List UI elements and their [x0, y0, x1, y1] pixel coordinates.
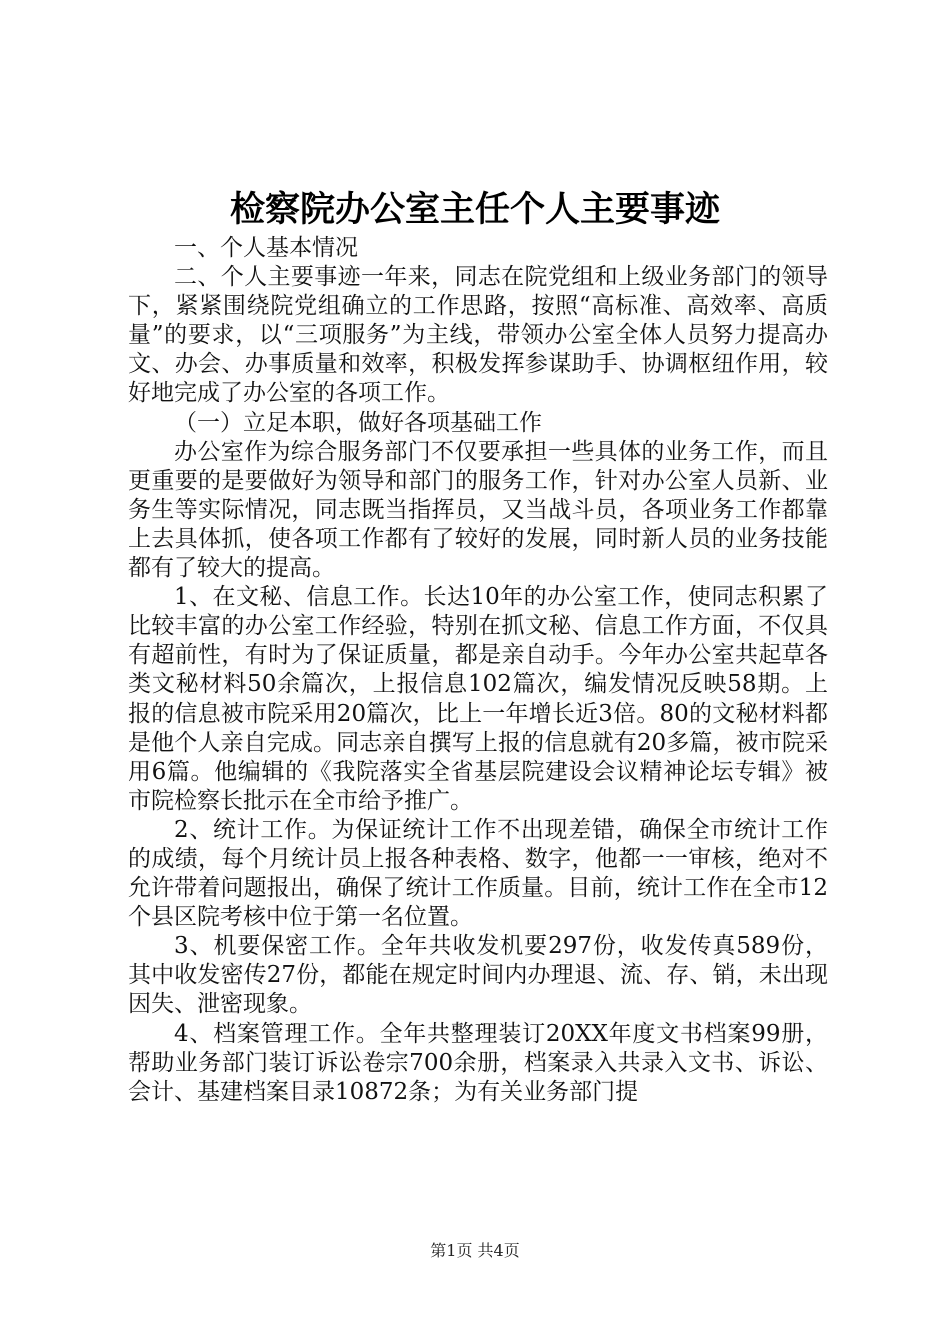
paragraph-main-deeds: 二、个人主要事迹一年来，同志在院党组和上级业务部门的领导下，紧紧围绕院党组确立的工作思路，按照“高标准、高效率、高质量”的要求，以“三项服务”为主线，带领办公室全体人员努力提高办文、办会、办事质量和效率，积极发挥参谋助手、协调枢纽作用，较好地完成了办公室的各项工作。 [128, 264, 828, 407]
paragraph-secretarial-work: 1、在文秘、信息工作。长达10年的办公室工作，使同志积累了比较丰富的办公室工作经验，特别在抓文秘、信息工作方面，不仅具有超前性，有时为了保证质量，都是亲自动手。今年办公室共起草各类文秘材料50余篇次，上报信息102篇次，编发情况反映58期。上报的信息被市院采用20篇次，比上一年增长近3倍。80的文秘材料都是他个人亲自完成。同志亲自撰写上报的信息就有20多篇，被市院采用6篇。他编辑的《我院落实全省基层院建设会议精神论坛专辑》被市院检察长批示在全市给予推广。 [128, 584, 828, 814]
document-body [128, 234, 828, 1107]
paragraph-office-role: 办公室作为综合服务部门不仅要承担一些具体的业务工作，而且更重要的是要做好为领导和部门的服务工作，针对办公室人员新、业务生等实际情况，同志既当指挥员，又当战斗员，各项业务工作都靠上去具体抓，使各项工作都有了较好的发展，同时新人员的业务技能都有了较大的提高。 [128, 438, 828, 582]
paragraph-archive-work: 4、档案管理工作。全年共整理装订20XX年度文书档案99册，帮助业务部门装订诉讼卷宗700余册，档案录入共录入文书、诉讼、会计、基建档案目录10872条；为有关业务部门提 [128, 1020, 828, 1105]
document-title: 检察院办公室主任个人主要事迹 [229, 189, 720, 230]
paragraph-statistics-work: 2、统计工作。为保证统计工作不出现差错，确保全市统计工作的成绩，每个月统计员上报各种表格、数字，他都一一审核，绝对不允许带着问题报出，确保了统计工作质量。目前，统计工作在全市12个县区院考核中位于第一名位置。 [128, 816, 828, 931]
page-number-footer: 第1页 共4页 [430, 1241, 520, 1260]
paragraph-basic-info: 一、个人基本情况 [174, 235, 358, 261]
paragraph-confidential-work: 3、机要保密工作。全年共收发机要297份，收发传真589份，其中收发密传27份，都能在规定时间内办理退、流、存、销，未出现因失、泄密现象。 [128, 933, 828, 1018]
paragraph-section-heading: （一）立足本职，做好各项基础工作 [174, 409, 542, 436]
